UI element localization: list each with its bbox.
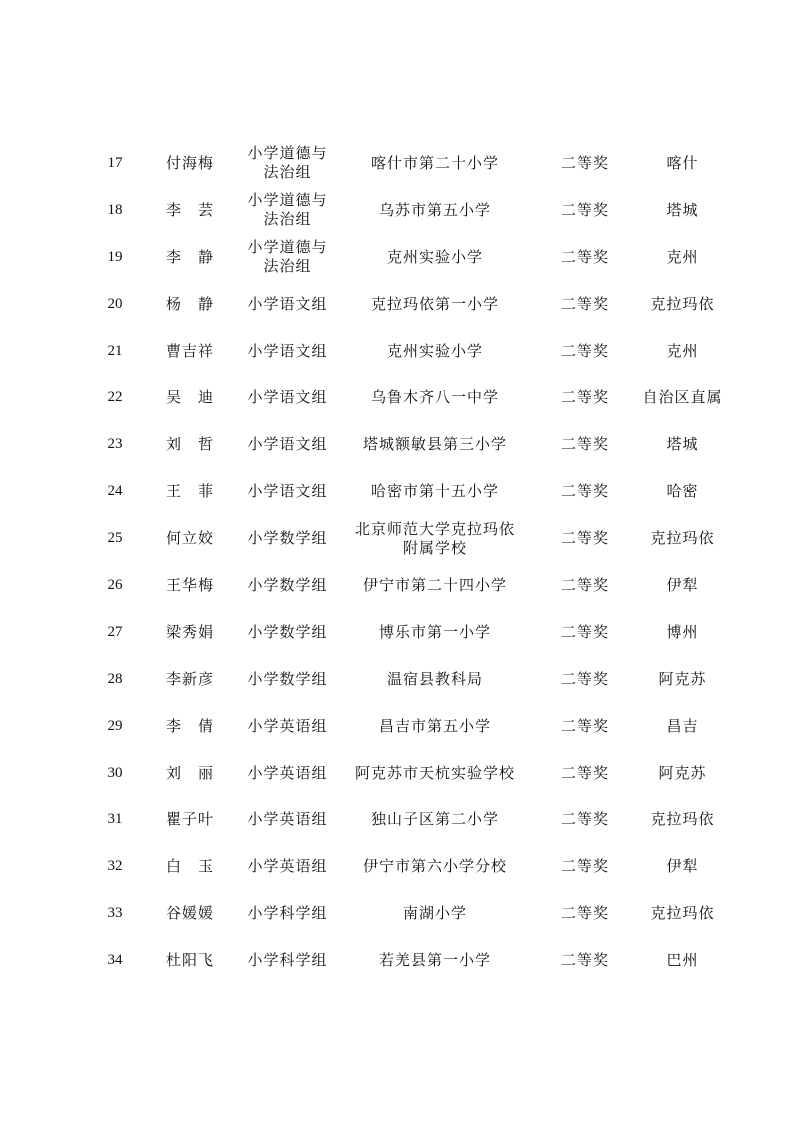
winner-name: 付海梅 [165, 153, 214, 172]
school-name [335, 937, 535, 984]
winner-name: 杜阳飞 [165, 951, 214, 970]
row-number: 31 [107, 811, 123, 828]
winner-name: 王 菲 [165, 482, 214, 501]
region: 阿克苏 [658, 669, 707, 688]
competition-group [240, 656, 335, 703]
table-row [90, 515, 730, 562]
school-name-line: 塔城额敏县第三小学 [362, 435, 507, 454]
region: 塔城 [666, 435, 699, 454]
award-level: 二等奖 [560, 622, 609, 641]
award-level: 二等奖 [560, 669, 609, 688]
competition-group [240, 187, 335, 234]
competition-group-line: 小学数学组 [247, 529, 328, 548]
competition-group [240, 328, 335, 375]
school-name-line: 独山子区第二小学 [370, 810, 499, 829]
winner-name: 谷媛媛 [165, 904, 214, 923]
region: 克拉玛依 [650, 810, 715, 829]
winner-name: 李新彦 [165, 669, 214, 688]
competition-group-line: 小学语文组 [247, 435, 328, 454]
school-name-line: 阿克苏市天杭实验学校 [354, 763, 515, 782]
award-level: 二等奖 [560, 575, 609, 594]
school-name [335, 421, 535, 468]
school-name-line: 伊宁市第六小学分校 [362, 857, 507, 876]
table-row [90, 937, 730, 984]
school-name [335, 562, 535, 609]
competition-group [240, 140, 335, 187]
award-level: 二等奖 [560, 810, 609, 829]
winner-name: 杨 静 [165, 294, 214, 313]
school-name-line: 温宿县教科局 [386, 669, 483, 688]
competition-group-line: 小学语文组 [247, 341, 328, 360]
school-name-line: 附属学校 [402, 538, 467, 557]
table-row [90, 890, 730, 937]
region: 克拉玛依 [650, 529, 715, 548]
table-row [90, 328, 730, 375]
school-name [335, 609, 535, 656]
region: 伊犁 [666, 857, 699, 876]
table-row [90, 187, 730, 234]
competition-group-line: 法治组 [263, 257, 312, 276]
table-row [90, 234, 730, 281]
region: 塔城 [666, 200, 699, 219]
row-number: 22 [107, 389, 123, 406]
table-row [90, 374, 730, 421]
row-number: 23 [107, 436, 123, 453]
row-number: 17 [107, 154, 123, 171]
school-name [335, 843, 535, 890]
region: 克拉玛依 [650, 294, 715, 313]
school-name [335, 703, 535, 750]
school-name-line: 博乐市第一小学 [378, 622, 491, 641]
table-row [90, 796, 730, 843]
school-name-line: 昌吉市第五小学 [378, 716, 491, 735]
region: 巴州 [666, 951, 699, 970]
competition-group [240, 796, 335, 843]
winner-name: 李 芸 [165, 200, 214, 219]
competition-group [240, 234, 335, 281]
award-level: 二等奖 [560, 951, 609, 970]
winner-name: 白 玉 [165, 857, 214, 876]
competition-group [240, 703, 335, 750]
table-row [90, 421, 730, 468]
school-name [335, 468, 535, 515]
award-level: 二等奖 [560, 341, 609, 360]
school-name-line: 克州实验小学 [386, 247, 483, 266]
table-row [90, 609, 730, 656]
award-level: 二等奖 [560, 716, 609, 735]
school-name-line: 伊宁市第二十四小学 [362, 575, 507, 594]
region: 克拉玛依 [650, 904, 715, 923]
competition-group-line: 小学数学组 [247, 622, 328, 641]
table-row [90, 843, 730, 890]
competition-group-line: 小学科学组 [247, 951, 328, 970]
school-name-line: 克拉玛依第一小学 [370, 294, 499, 313]
award-list-body [90, 140, 730, 984]
school-name [335, 328, 535, 375]
school-name [335, 234, 535, 281]
school-name [335, 515, 535, 562]
school-name [335, 374, 535, 421]
region: 自治区直属 [642, 388, 723, 407]
school-name-line: 克州实验小学 [386, 341, 483, 360]
competition-group [240, 374, 335, 421]
award-level: 二等奖 [560, 247, 609, 266]
region: 克州 [666, 247, 699, 266]
school-name [335, 890, 535, 937]
school-name-line: 喀什市第二十小学 [370, 153, 499, 172]
school-name-line: 哈密市第十五小学 [370, 482, 499, 501]
winner-name: 瞿子叶 [165, 810, 214, 829]
award-level: 二等奖 [560, 529, 609, 548]
winner-name: 梁秀娟 [165, 622, 214, 641]
winner-name: 李 倩 [165, 716, 214, 735]
school-name [335, 187, 535, 234]
table-row [90, 656, 730, 703]
competition-group-line: 小学道德与 [247, 238, 328, 257]
winner-name: 刘 哲 [165, 435, 214, 454]
row-number: 24 [107, 483, 123, 500]
competition-group-line: 小学数学组 [247, 669, 328, 688]
competition-group [240, 515, 335, 562]
school-name [335, 656, 535, 703]
award-level: 二等奖 [560, 482, 609, 501]
award-level: 二等奖 [560, 904, 609, 923]
row-number: 27 [107, 623, 123, 640]
region: 伊犁 [666, 575, 699, 594]
award-level: 二等奖 [560, 763, 609, 782]
school-name [335, 281, 535, 328]
row-number: 20 [107, 295, 123, 312]
row-number: 29 [107, 717, 123, 734]
table-row [90, 750, 730, 797]
competition-group-line: 小学科学组 [247, 904, 328, 923]
winner-name: 曹吉祥 [165, 341, 214, 360]
winner-name: 刘 丽 [165, 763, 214, 782]
competition-group-line: 小学数学组 [247, 575, 328, 594]
competition-group-line: 小学语文组 [247, 482, 328, 501]
row-number: 21 [107, 342, 123, 359]
winner-name: 何立姣 [165, 529, 214, 548]
competition-group [240, 937, 335, 984]
competition-group [240, 890, 335, 937]
competition-group-line: 小学道德与 [247, 144, 328, 163]
row-number: 18 [107, 201, 123, 218]
region: 克州 [666, 341, 699, 360]
competition-group-line: 小学语文组 [247, 388, 328, 407]
competition-group-line: 小学英语组 [247, 857, 328, 876]
competition-group [240, 609, 335, 656]
competition-group [240, 468, 335, 515]
row-number: 28 [107, 670, 123, 687]
competition-group-line: 小学道德与 [247, 191, 328, 210]
row-number: 26 [107, 576, 123, 593]
competition-group-line: 小学语文组 [247, 294, 328, 313]
award-level: 二等奖 [560, 294, 609, 313]
winner-name: 吴 迪 [165, 388, 214, 407]
school-name-line: 南湖小学 [402, 904, 467, 923]
competition-group-line: 法治组 [263, 210, 312, 229]
table-row [90, 140, 730, 187]
competition-group [240, 281, 335, 328]
row-number: 30 [107, 764, 123, 781]
row-number: 19 [107, 248, 123, 265]
row-number: 33 [107, 905, 123, 922]
competition-group [240, 750, 335, 797]
row-number: 34 [107, 952, 123, 969]
school-name-line: 乌苏市第五小学 [378, 200, 491, 219]
row-number: 25 [107, 530, 123, 547]
award-list-table [90, 140, 730, 984]
award-level: 二等奖 [560, 200, 609, 219]
table-row [90, 562, 730, 609]
competition-group-line: 法治组 [263, 163, 312, 182]
school-name-line: 若羌县第一小学 [378, 951, 491, 970]
award-level: 二等奖 [560, 435, 609, 454]
competition-group-line: 小学英语组 [247, 810, 328, 829]
school-name [335, 750, 535, 797]
region: 阿克苏 [658, 763, 707, 782]
region: 博州 [666, 622, 699, 641]
competition-group-line: 小学英语组 [247, 716, 328, 735]
award-level: 二等奖 [560, 857, 609, 876]
region: 昌吉 [666, 716, 699, 735]
school-name-line: 北京师范大学克拉玛依 [354, 519, 515, 538]
row-number: 32 [107, 858, 123, 875]
competition-group [240, 562, 335, 609]
table-row [90, 281, 730, 328]
winner-name: 王华梅 [165, 575, 214, 594]
region: 喀什 [666, 153, 699, 172]
table-row [90, 703, 730, 750]
school-name-line: 乌鲁木齐八一中学 [370, 388, 499, 407]
competition-group [240, 421, 335, 468]
school-name [335, 796, 535, 843]
award-level: 二等奖 [560, 388, 609, 407]
winner-name: 李 静 [165, 247, 214, 266]
competition-group [240, 843, 335, 890]
region: 哈密 [666, 482, 699, 501]
award-level: 二等奖 [560, 153, 609, 172]
table-row [90, 468, 730, 515]
competition-group-line: 小学英语组 [247, 763, 328, 782]
school-name [335, 140, 535, 187]
